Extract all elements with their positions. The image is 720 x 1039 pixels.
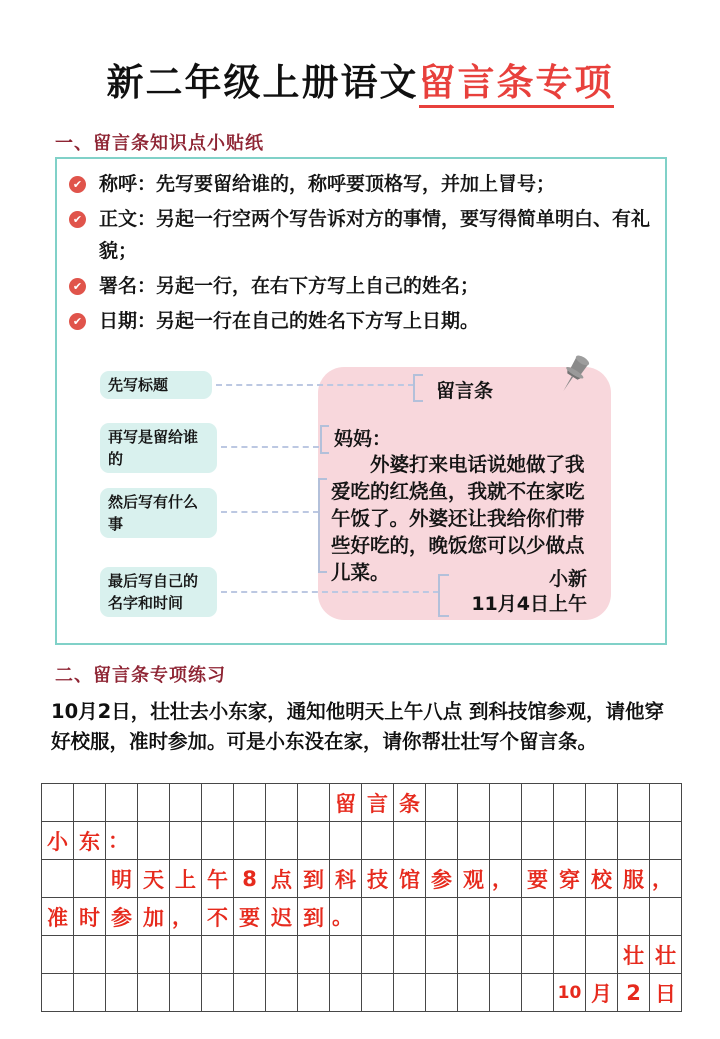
grid-cell[interactable]: [42, 974, 74, 1012]
grid-cell[interactable]: 迟: [266, 898, 298, 936]
note-body: 外婆打来电话说她做了我爱吃的红烧鱼，我就不在家吃午饭了。外婆还让我给你们带些好吃的，晚饭您可以少做点儿菜。: [331, 453, 585, 584]
grid-cell[interactable]: [426, 784, 458, 822]
tip-text: 称呼：先写要留给谁的，称呼要顶格写，并加上冒号；: [99, 173, 556, 195]
grid-cell[interactable]: 明: [106, 860, 138, 898]
grid-cell[interactable]: [74, 860, 106, 898]
note-signature-block: [471, 567, 587, 617]
grid-cell[interactable]: [330, 974, 362, 1012]
grid-cell[interactable]: 壮: [650, 936, 682, 974]
note-title: 留言条: [435, 380, 493, 402]
grid-cell[interactable]: 到: [298, 860, 330, 898]
connector-line: [221, 591, 439, 593]
section1-heading: 一、留言条知识点小贴纸: [55, 133, 264, 154]
grid-cell[interactable]: [426, 974, 458, 1012]
grid-cell[interactable]: [394, 974, 426, 1012]
diagram-label-signature: 最后写自己的名字和时间: [100, 567, 217, 617]
grid-cell[interactable]: ，: [490, 860, 522, 898]
grid-cell[interactable]: [298, 822, 330, 860]
grid-cell[interactable]: [458, 898, 490, 936]
grid-cell[interactable]: 8: [234, 860, 266, 898]
grid-cell[interactable]: [74, 974, 106, 1012]
grid-cell[interactable]: 条: [394, 784, 426, 822]
grid-cell[interactable]: [490, 898, 522, 936]
grid-cell[interactable]: 不: [202, 898, 234, 936]
grid-cell[interactable]: [522, 936, 554, 974]
tip-item: [69, 305, 653, 337]
bracket-title: [413, 374, 423, 402]
grid-cell[interactable]: [266, 974, 298, 1012]
grid-cell[interactable]: [138, 974, 170, 1012]
grid-cell[interactable]: [522, 898, 554, 936]
grid-cell[interactable]: 小: [42, 822, 74, 860]
grid-cell[interactable]: 。: [330, 898, 362, 936]
grid-cell[interactable]: [234, 784, 266, 822]
page-title-red-underlined: 留言条专项: [419, 61, 614, 108]
grid-cell[interactable]: [490, 936, 522, 974]
tip-text: 正文：另起一行空两个写告诉对方的事情，要写得简单明白、有礼貌；: [99, 208, 651, 262]
grid-cell[interactable]: 观: [458, 860, 490, 898]
diagram-label-body: 然后写有什么事: [100, 488, 217, 538]
grid-cell[interactable]: 留: [330, 784, 362, 822]
grid-cell[interactable]: [426, 898, 458, 936]
grid-cell[interactable]: 参: [426, 860, 458, 898]
grid-cell[interactable]: [170, 936, 202, 974]
grid-cell[interactable]: [266, 936, 298, 974]
grid-cell[interactable]: [394, 822, 426, 860]
check-icon: ✔: [69, 313, 86, 330]
check-icon: ✔: [69, 211, 86, 228]
grid-cell[interactable]: [202, 822, 234, 860]
grid-cell[interactable]: [394, 936, 426, 974]
grid-cell[interactable]: 点: [266, 860, 298, 898]
grid-cell[interactable]: 午: [202, 860, 234, 898]
grid-cell[interactable]: 上: [170, 860, 202, 898]
grid-cell[interactable]: [618, 822, 650, 860]
connector-line: [221, 511, 319, 513]
exercise-prompt: 10月2日，壮壮去小东家，通知他明天上午八点 到科技馆参观，请他穿好校服，准时参加。可是小东没在家，请你帮壮壮写个留言条。: [51, 700, 664, 753]
grid-cell[interactable]: [138, 822, 170, 860]
grid-cell[interactable]: [618, 898, 650, 936]
grid-cell[interactable]: [106, 974, 138, 1012]
grid-cell[interactable]: [74, 936, 106, 974]
example-note: [318, 367, 611, 620]
grid-cell[interactable]: [650, 822, 682, 860]
grid-cell[interactable]: [650, 784, 682, 822]
note-salutation: 妈妈：: [334, 428, 392, 450]
grid-cell[interactable]: 穿: [554, 860, 586, 898]
grid-cell[interactable]: 加: [138, 898, 170, 936]
grid-cell[interactable]: 要: [234, 898, 266, 936]
grid-cell[interactable]: [42, 784, 74, 822]
section2-heading: 二、留言条专项练习: [55, 665, 226, 686]
page-title-black: 新二年级上册语文: [106, 61, 419, 104]
grid-cell[interactable]: [298, 784, 330, 822]
grid-cell[interactable]: 准: [42, 898, 74, 936]
grid-cell[interactable]: 天: [138, 860, 170, 898]
grid-cell[interactable]: [362, 936, 394, 974]
grid-cell[interactable]: [202, 974, 234, 1012]
grid-cell[interactable]: [298, 936, 330, 974]
grid-cell[interactable]: [234, 822, 266, 860]
pushpin-icon: [552, 352, 596, 404]
grid-cell[interactable]: [202, 936, 234, 974]
grid-cell[interactable]: [586, 822, 618, 860]
grid-cell[interactable]: 言: [362, 784, 394, 822]
grid-cell[interactable]: 日: [650, 974, 682, 1012]
grid-cell[interactable]: 要: [522, 860, 554, 898]
grid-cell[interactable]: [522, 822, 554, 860]
grid-cell[interactable]: [426, 822, 458, 860]
grid-cell[interactable]: [458, 936, 490, 974]
grid-cell[interactable]: [170, 974, 202, 1012]
grid-cell[interactable]: [618, 784, 650, 822]
grid-cell[interactable]: 东: [74, 822, 106, 860]
grid-cell[interactable]: [74, 784, 106, 822]
grid-cell[interactable]: 校: [586, 860, 618, 898]
grid-cell[interactable]: [522, 974, 554, 1012]
grid-cell[interactable]: [426, 936, 458, 974]
grid-cell[interactable]: 壮: [618, 936, 650, 974]
grid-cell[interactable]: [362, 974, 394, 1012]
grid-cell[interactable]: [522, 784, 554, 822]
diagram-label-recipient: 再写是留给谁的: [100, 423, 217, 473]
grid-cell[interactable]: [138, 784, 170, 822]
grid-cell[interactable]: [554, 784, 586, 822]
grid-cell[interactable]: [234, 974, 266, 1012]
answer-grid: [41, 783, 682, 1012]
grid-cell[interactable]: 时: [74, 898, 106, 936]
grid-cell[interactable]: [170, 784, 202, 822]
tip-item: [69, 168, 653, 200]
grid-cell[interactable]: [138, 936, 170, 974]
grid-cell[interactable]: [298, 974, 330, 1012]
grid-cell[interactable]: [394, 898, 426, 936]
bracket-signature: [438, 574, 449, 617]
grid-cell[interactable]: [106, 784, 138, 822]
grid-cell[interactable]: [170, 822, 202, 860]
tip-text: 日期：另起一行在自己的姓名下方写上日期。: [99, 310, 480, 332]
grid-cell[interactable]: [42, 860, 74, 898]
grid-cell[interactable]: 服: [618, 860, 650, 898]
bracket-body: [318, 478, 327, 573]
grid-cell[interactable]: [330, 936, 362, 974]
grid-cell[interactable]: [266, 822, 298, 860]
grid-cell[interactable]: 参: [106, 898, 138, 936]
grid-cell[interactable]: [234, 936, 266, 974]
grid-cell[interactable]: [362, 822, 394, 860]
grid-cell[interactable]: [586, 898, 618, 936]
grid-cell[interactable]: [586, 936, 618, 974]
grid-cell[interactable]: 10: [554, 974, 586, 1012]
grid-cell[interactable]: [202, 784, 234, 822]
tip-item: [69, 270, 653, 302]
grid-cell[interactable]: 科: [330, 860, 362, 898]
tip-text: 署名：另起一行，在右下方写上自己的姓名；: [99, 275, 480, 297]
check-icon: ✔: [69, 278, 86, 295]
connector-line: [216, 384, 414, 386]
grid-cell[interactable]: [106, 936, 138, 974]
grid-cell[interactable]: [554, 936, 586, 974]
note-date: 11月4日上午: [471, 593, 587, 615]
grid-cell[interactable]: ，: [650, 860, 682, 898]
grid-cell[interactable]: [490, 784, 522, 822]
grid-cell[interactable]: 技: [362, 860, 394, 898]
grid-cell[interactable]: [458, 974, 490, 1012]
grid-cell[interactable]: [586, 784, 618, 822]
grid-cell[interactable]: [554, 822, 586, 860]
grid-cell[interactable]: 月: [586, 974, 618, 1012]
tips-list: [69, 168, 653, 340]
bracket-salutation: [320, 425, 329, 454]
grid-cell[interactable]: [458, 822, 490, 860]
grid-cell[interactable]: 馆: [394, 860, 426, 898]
grid-cell[interactable]: ，: [170, 898, 202, 936]
grid-cell[interactable]: [490, 974, 522, 1012]
tip-item: [69, 203, 653, 267]
grid-cell[interactable]: [330, 822, 362, 860]
note-signature: 小新: [548, 568, 587, 590]
grid-cell[interactable]: [554, 898, 586, 936]
grid-cell[interactable]: [266, 784, 298, 822]
grid-cell[interactable]: [650, 898, 682, 936]
grid-cell[interactable]: [458, 784, 490, 822]
diagram-label-title: 先写标题: [100, 371, 212, 399]
check-icon: ✔: [69, 176, 86, 193]
grid-cell[interactable]: ：: [106, 822, 138, 860]
grid-cell[interactable]: 到: [298, 898, 330, 936]
grid-cell[interactable]: [42, 936, 74, 974]
grid-cell[interactable]: [490, 822, 522, 860]
page-title: [0, 52, 720, 106]
grid-cell[interactable]: 2: [618, 974, 650, 1012]
connector-line: [221, 446, 319, 448]
grid-cell[interactable]: [362, 898, 394, 936]
